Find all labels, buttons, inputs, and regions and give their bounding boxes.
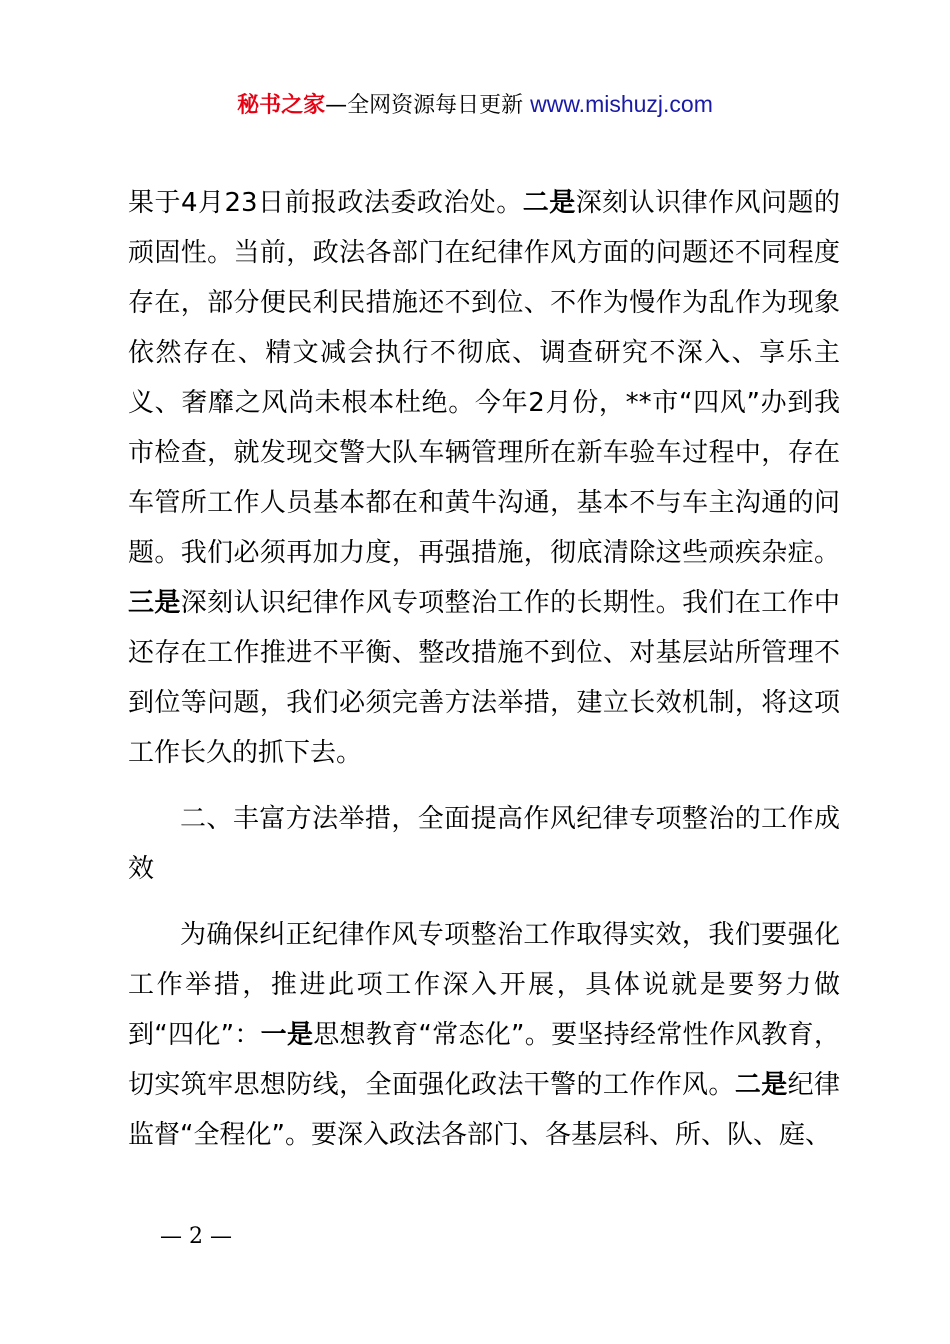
- paragraph-text: 为确保纠正纪律作风专项整治工作取得实效，我们要强化工作举措，推进此项工作深入开展，具体说就是要努力做到“四化”：: [128, 920, 840, 1050]
- emphasis-label-one: 一是: [260, 1020, 314, 1050]
- paragraph-text: 思想教育“常态化”。要坚持经常性作风教育，切实筑牢思想防线，全面强化政法干警的工作作风。: [128, 1020, 840, 1100]
- emphasis-label-two: 二是: [522, 188, 576, 218]
- emphasis-label-two: 二是: [734, 1070, 788, 1100]
- paragraph-text: 纪律监督“全程化”。要深入政法各部门、各基层科、所、队、庭、: [128, 1070, 840, 1150]
- site-brand: 秘书之家: [237, 93, 326, 118]
- paragraph-continuation: [128, 178, 840, 778]
- site-url-link[interactable]: www.mishuzj.com: [530, 91, 713, 117]
- emphasis-label-three: 三是: [128, 588, 181, 618]
- site-header: [0, 86, 950, 124]
- paragraph-text: 果于4月23日前报政法委政治处。: [128, 188, 523, 218]
- paragraph-text: 深刻认识纪律作风专项整治工作的长期性。我们在工作中还存在工作推进不平衡、整改措施不到位、对基层站所管理不到位等问题，我们必须完善方法举措，建立长效机制，将这项工作长久的抓下去。: [128, 588, 840, 768]
- paragraph-four-measures: [128, 910, 840, 1160]
- paragraph-text: 深刻认识律作风问题的顽固性。当前，政法各部门在纪律作风方面的问题还不同程度存在，部分便民利民措施还不到位、不作为慢作为乱作为现象依然存在、精文减会执行不彻底、调查研究不深入、享乐主义、奢靡之风尚未根本杜绝。今年2月份，**市“四风”办到我市检查，就发现交警大队车辆管理所在新车验车过程中，存在车管所工作人员基本都在和黄牛沟通，基本不与车主沟通的问题。我们必须再加力度，再强措施，彻底清除这些顽疾杂症。: [128, 188, 840, 568]
- section-heading: 二、丰富方法举措，全面提高作风纪律专项整治的工作成效: [128, 804, 840, 884]
- document-body: [128, 178, 840, 1160]
- page-number: — 2 —: [160, 1224, 232, 1249]
- site-tagline: —全网资源每日更新: [325, 93, 524, 118]
